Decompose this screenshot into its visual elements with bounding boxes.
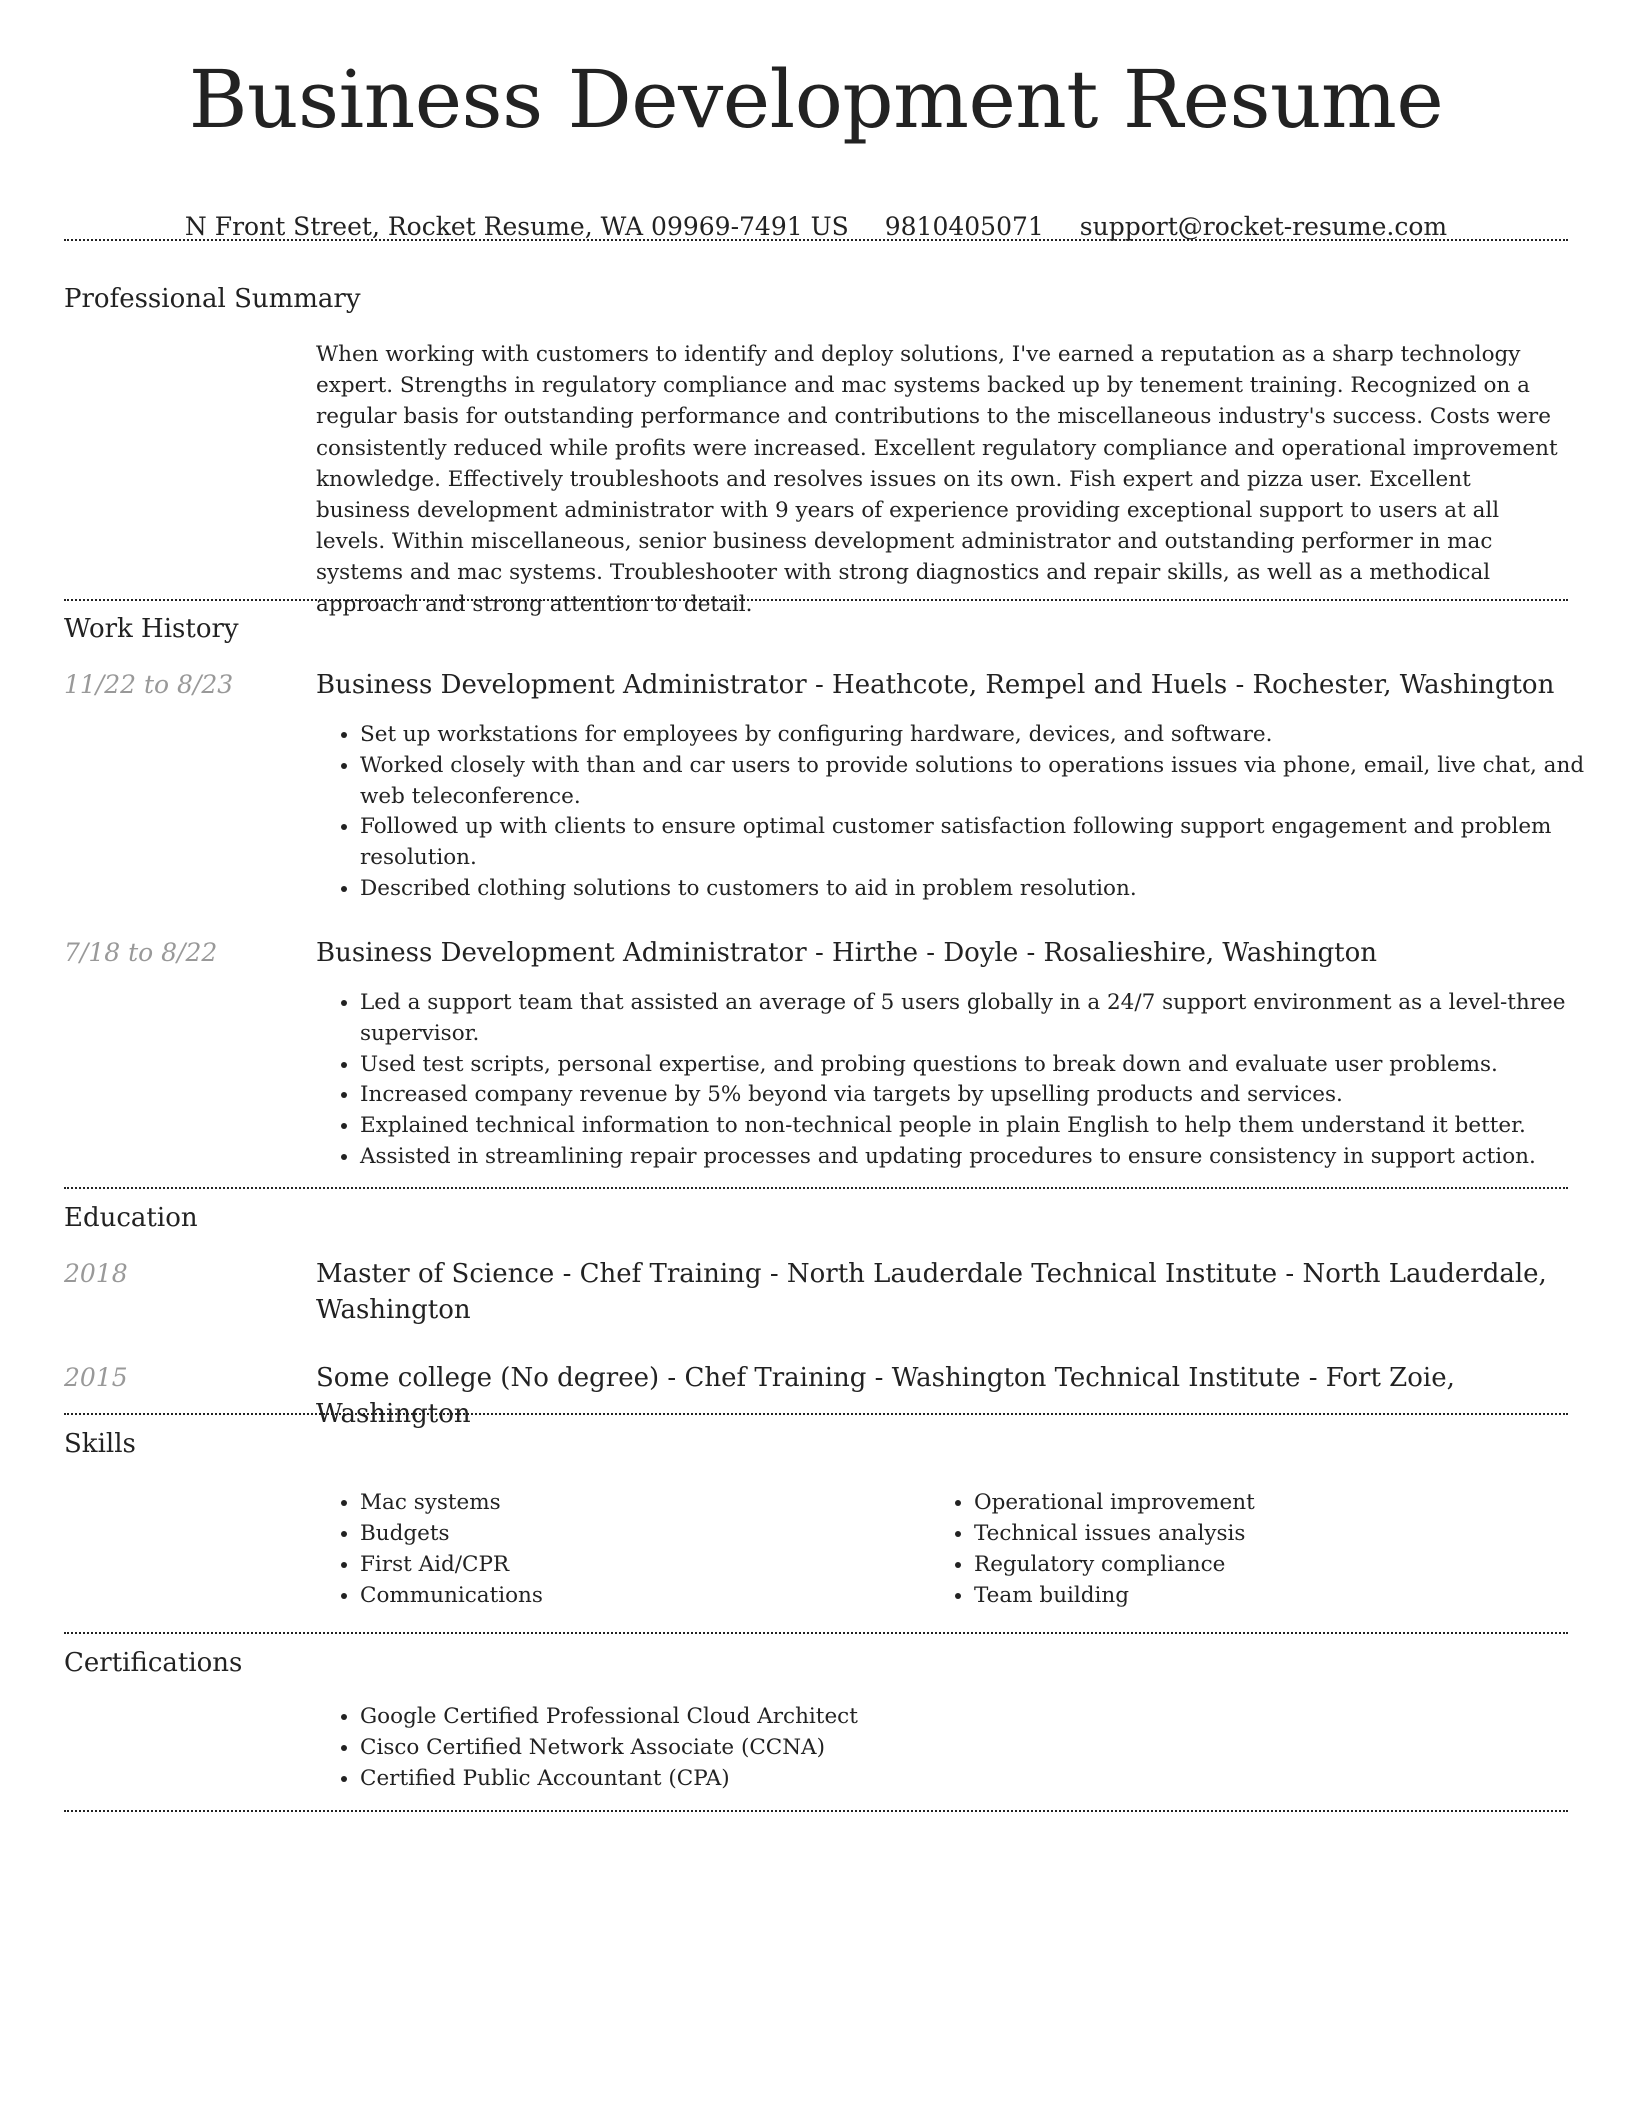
job-bullets xyxy=(316,988,1612,1173)
list-item: • Regulatory compliance xyxy=(974,1549,1534,1580)
list-item: • Team building xyxy=(974,1580,1534,1611)
list-item: • Used test scripts, personal expertise, and probing questions to break down and evaluate user problems. xyxy=(360,1050,1612,1081)
contact-phone: 9810405071 xyxy=(884,212,1044,241)
resume-title: Business Development Resume xyxy=(188,53,1444,146)
job-bullets xyxy=(316,720,1612,905)
list-item: • Budgets xyxy=(360,1518,920,1549)
list-item: • First Aid/CPR xyxy=(360,1549,920,1580)
job-title: Business Development Administrator - Heathcote, Rempel and Huels - Rochester, Washington xyxy=(316,670,1555,700)
divider xyxy=(64,1413,1568,1415)
divider xyxy=(64,1810,1568,1812)
job-dates: 11/22 to 8/23 xyxy=(64,670,234,699)
education-entry: Some college (No degree) - Chef Training - Washington Technical Institute - Fort Zoie, Washington xyxy=(316,1363,1455,1429)
education-year: 2015 xyxy=(64,1363,128,1392)
list-item: • Certified Public Accountant (CPA) xyxy=(360,1764,1612,1795)
education-heading: Education xyxy=(64,1203,198,1233)
contact-email: support@rocket-resume.com xyxy=(1079,212,1448,241)
skills-list-right xyxy=(930,1487,1534,1611)
contact-line xyxy=(0,212,1632,242)
certifications-heading: Certifications xyxy=(64,1648,243,1678)
list-item: • Increased company revenue by 5% beyond via targets by upselling products and services. xyxy=(360,1080,1612,1111)
education-entry: Master of Science - Chef Training - North Lauderdale Technical Institute - North Lauderdale, Washington xyxy=(316,1259,1547,1325)
list-item: • Communications xyxy=(360,1580,920,1611)
divider xyxy=(64,1632,1568,1634)
list-item: • Led a support team that assisted an average of 5 users globally in a 24/7 support environment as a level-three supervisor. xyxy=(360,988,1612,1050)
list-item: • Assisted in streamlining repair processes and updating procedures to ensure consistency in support action. xyxy=(360,1142,1612,1173)
skills-list-left xyxy=(316,1487,920,1611)
work-heading: Work History xyxy=(64,614,239,644)
skills-heading: Skills xyxy=(64,1429,136,1459)
education-year: 2018 xyxy=(64,1259,128,1288)
job-title: Business Development Administrator - Hirthe - Doyle - Rosalieshire, Washington xyxy=(316,938,1377,968)
list-item: • Worked closely with than and car users to provide solutions to operations issues via phone, email, live chat, and web teleconference. xyxy=(360,751,1612,813)
list-item: • Followed up with clients to ensure optimal customer satisfaction following support engagement and problem resolution. xyxy=(360,812,1612,874)
list-item: • Explained technical information to non-technical people in plain English to help them understand it better. xyxy=(360,1111,1612,1142)
list-item: • Set up workstations for employees by configuring hardware, devices, and software. xyxy=(360,720,1612,751)
certifications-list xyxy=(316,1702,1612,1794)
list-item: • Mac systems xyxy=(360,1487,920,1518)
list-item: • Operational improvement xyxy=(974,1487,1534,1518)
divider xyxy=(64,1187,1568,1189)
list-item: • Cisco Certified Network Associate (CCNA) xyxy=(360,1733,1612,1764)
list-item: • Technical issues analysis xyxy=(974,1518,1534,1549)
list-item: • Google Certified Professional Cloud Architect xyxy=(360,1702,1612,1733)
divider xyxy=(64,599,1568,601)
contact-address: N Front Street, Rocket Resume, WA 09969-7491 US xyxy=(184,212,849,241)
list-item: • Described clothing solutions to customers to aid in problem resolution. xyxy=(360,874,1612,905)
job-dates: 7/18 to 8/22 xyxy=(64,938,218,967)
summary-text: When working with customers to identify and deploy solutions, I've earned a reputation as a sharp technology expert. Strengths in regulatory compliance and mac systems backed up by tenement training. Recognized on a regular basis for outstanding performance and contributions to the miscellaneous industry's success. Costs were consistently reduced while profits were increased. Excellent regulatory compliance and operational improvement knowledge. Effectively troubleshoots and resolves issues on its own. Fish expert and pizza user. Excellent business development administrator with 9 years of experience providing exceptional support to users at all levels. Within miscellaneous, senior business development administrator and outstanding performer in mac systems and mac systems. Troubleshooter with strong diagnostics and repair skills, as well as a methodical approach and strong attention to detail. xyxy=(316,342,1558,617)
divider xyxy=(64,239,1568,241)
summary-heading: Professional Summary xyxy=(64,284,361,314)
